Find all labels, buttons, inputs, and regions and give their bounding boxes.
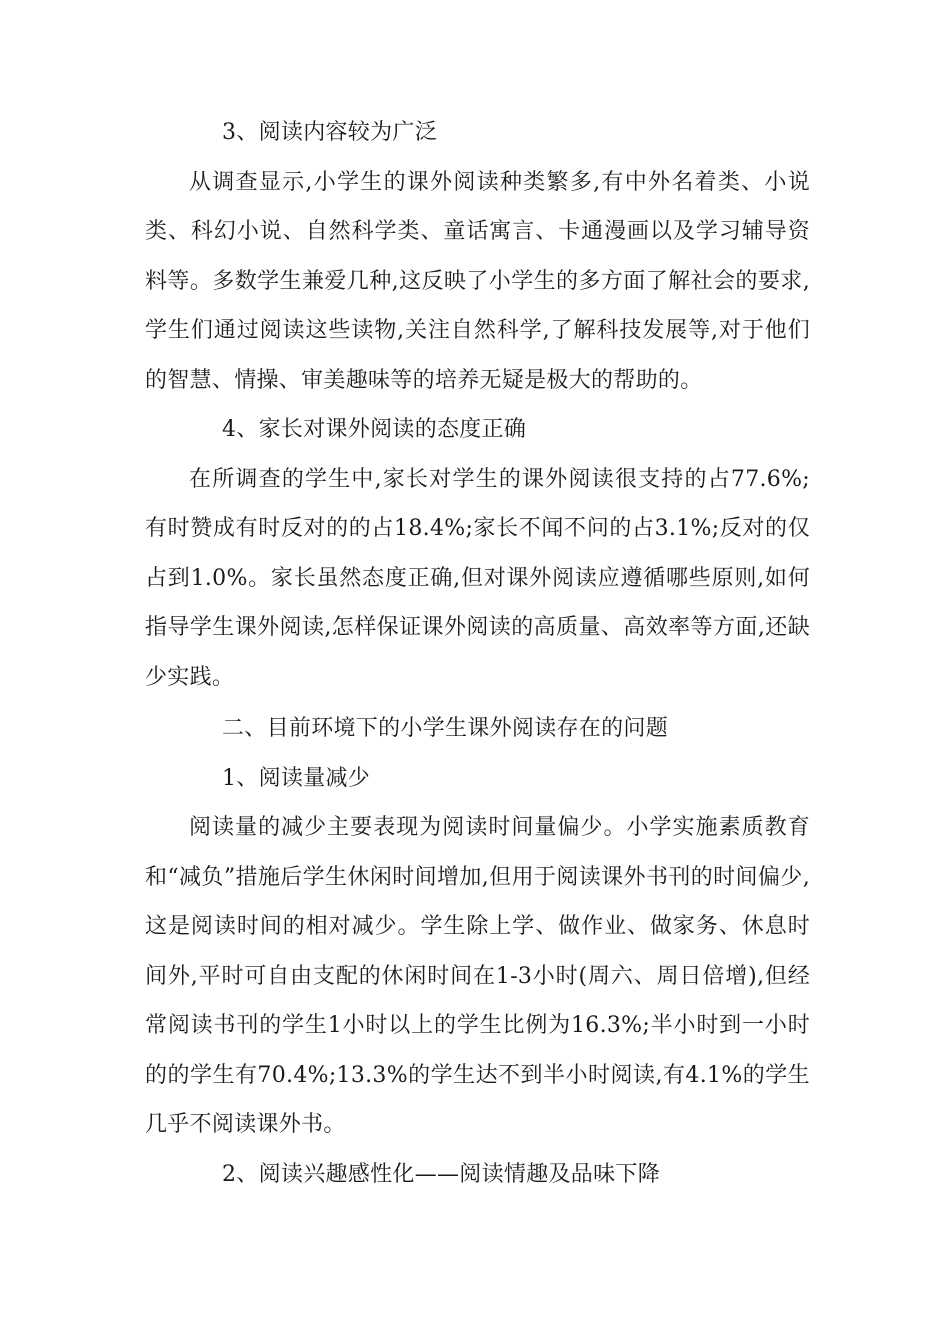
section-heading-reading-interest: 2、阅读兴趣感性化——阅读情趣及品味下降	[222, 1161, 660, 1187]
section-heading-reading-content: 3、阅读内容较为广泛	[222, 120, 437, 145]
paragraph-reading-content: 从调查显示,小学生的课外阅读种类繁多,有中外名着类、小说类、科幻小说、自然科学类、童话寓言、卡通漫画以及学习辅导资料等。多数学生兼爱几种,这反映了小学生的多方面了解社会的要求,学生们通过阅读这些读物,关注自然科学,了解科技发展等,对于他们的智慧、情操、审美趣味等的培养无疑是极大的帮助的。	[145, 169, 810, 393]
document-page	[145, 108, 810, 1199]
section-heading-reading-decrease: 1、阅读量减少	[222, 765, 371, 791]
paragraph-reading-decrease: 阅读量的减少主要表现为阅读时间量偏少。小学实施素质教育和“减负”措施后学生休闲时间增加,但用于阅读课外书刊的时间偏少,这是阅读时间的相对减少。学生除上学、做作业、做家务、休息时间外,平时可自由支配的休闲时间在1-3小时(周六、周日倍增),但经常阅读书刊的学生1小时以上的学生比例为16.3%;半小时到一小时的的学生有70.4%;13.3%的学生达不到半小时阅读,有4.1%的学生几乎不阅读课外书。	[145, 815, 810, 1137]
section-heading-parent-attitude: 4、家长对课外阅读的态度正确	[222, 417, 527, 442]
section-heading-problems: 二、目前环境下的小学生课外阅读存在的问题	[222, 716, 669, 741]
paragraph-parent-attitude: 在所调查的学生中,家长对学生的课外阅读很支持的占77.6%;有时赞成有时反对的的占18.4%;家长不闻不问的占3.1%;反对的仅占到1.0%。家长虽然态度正确,但对课外阅读应遵循哪些原则,如何指导学生课外阅读,怎样保证课外阅读的高质量、高效率等方面,还缺少实践。	[145, 466, 810, 690]
